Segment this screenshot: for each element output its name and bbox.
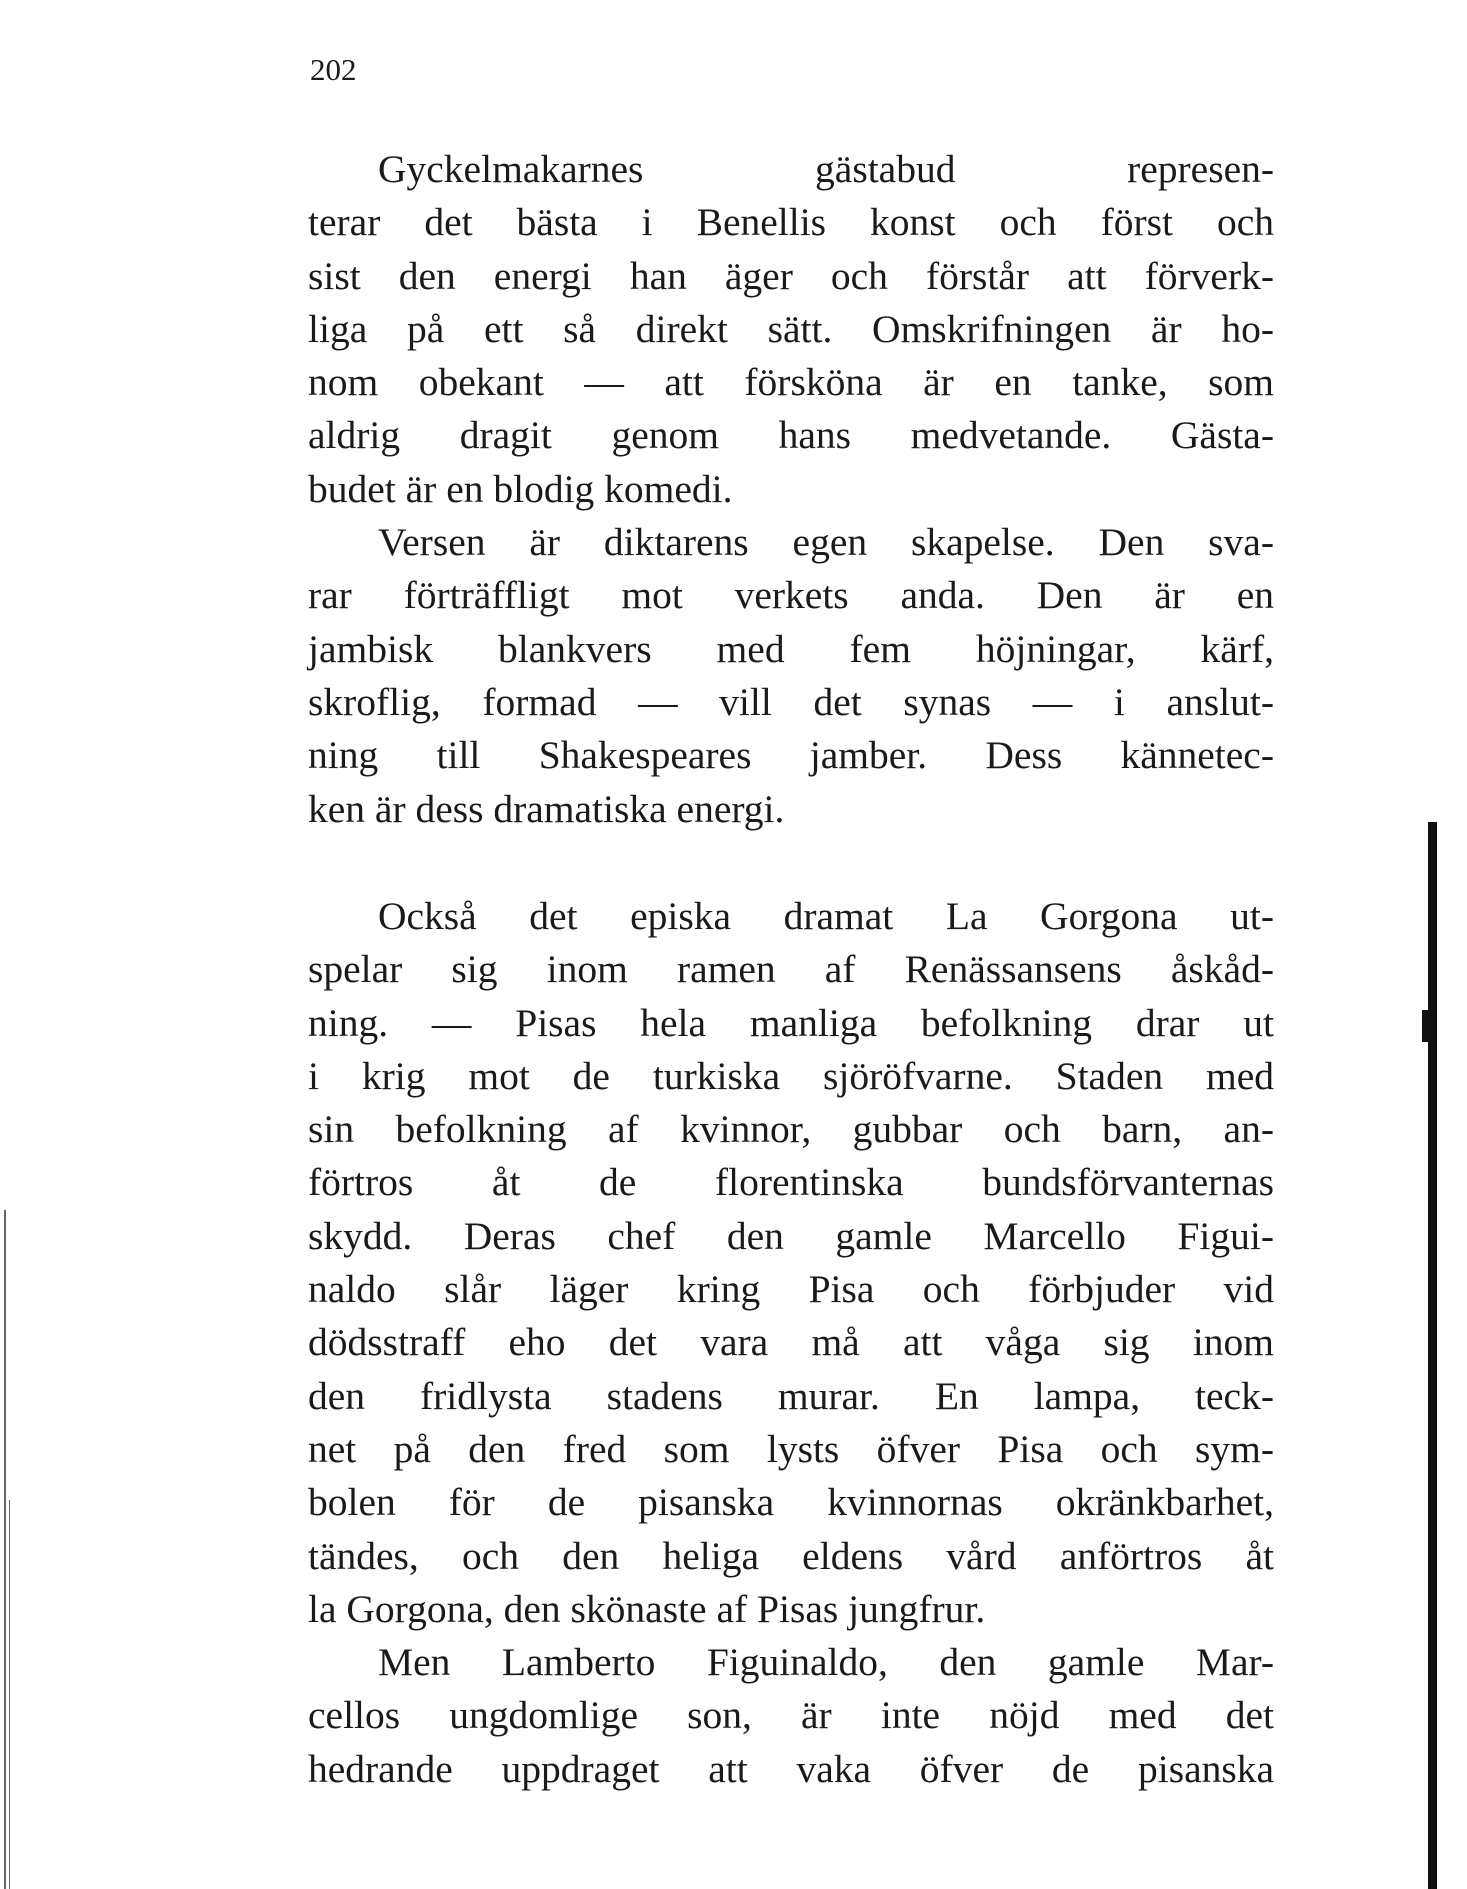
text-line: la Gorgona, den skönaste af Pisas jungfrur.: [308, 1586, 986, 1631]
text-line: förtros åt de florentinska bundsförvanternas: [308, 1160, 1274, 1205]
text-line: Gyckelmakarnes gästabud represen-: [378, 147, 1274, 191]
text-line: skydd. Deras chef den gamle Marcello Figui-: [308, 1213, 1274, 1258]
text-line: rar förträffligt mot verkets anda. Den är en: [308, 573, 1274, 618]
scan-edge-left: [4, 1210, 6, 1889]
paragraph-lamberto: [308, 1636, 1274, 1796]
text-line: Versen är diktarens egen skapelse. Den sva-: [378, 520, 1274, 565]
text-line: sist den energi han äger och förstår att förverk-: [308, 253, 1274, 298]
text-line: bolen för de pisanska kvinnornas okränkbarhet,: [308, 1480, 1274, 1525]
paragraph-la-gorgona: [308, 890, 1274, 1636]
text-line: cellos ungdomlige son, är inte nöjd med det: [308, 1693, 1274, 1738]
text-line: jambisk blankvers med fem höjningar, kärf,: [308, 626, 1274, 671]
scan-edge-left-inner: [9, 1500, 10, 1889]
text-line: ning till Shakespeares jamber. Dess kännetec-: [308, 733, 1274, 778]
text-line: naldo slår läger kring Pisa och förbjuder vid: [308, 1267, 1274, 1312]
text-line: dödsstraff eho det vara må att våga sig inom: [308, 1320, 1274, 1365]
paragraph-gastabud: [308, 143, 1274, 516]
text-section-2: [308, 890, 1274, 1796]
text-line: net på den fred som lysts öfver Pisa och sym-: [308, 1426, 1274, 1471]
text-line: hedrande uppdraget att vaka öfver de pisanska: [308, 1746, 1274, 1791]
text-line: budet är en blodig komedi.: [308, 466, 733, 511]
text-line: ken är dess dramatiska energi.: [308, 786, 785, 831]
text-line: den fridlysta stadens murar. En lampa, teck-: [308, 1373, 1274, 1418]
text-line: ning. — Pisas hela manliga befolkning drar ut: [308, 1000, 1274, 1045]
scan-edge-right: [1428, 822, 1437, 1889]
text-line: sin befolkning af kvinnor, gubbar och barn, an-: [308, 1107, 1274, 1152]
text-line: Också det episka dramat La Gorgona ut-: [378, 894, 1274, 938]
text-section-1: [308, 143, 1274, 836]
text-line: Men Lamberto Figuinaldo, den gamle Mar-: [378, 1640, 1274, 1685]
text-line: spelar sig inom ramen af Renässansens åskåd-: [308, 947, 1274, 992]
text-line: liga på ett så direkt sätt. Omskrifningen är ho-: [308, 306, 1274, 351]
paragraph-versen: [308, 516, 1274, 836]
text-line: skroflig, formad — vill det synas — i anslut-: [308, 679, 1274, 724]
text-line: i krig mot de turkiska sjöröfvarne. Staden med: [308, 1053, 1274, 1098]
text-line: aldrig dragit genom hans medvetande. Gästa-: [308, 413, 1274, 458]
text-line: terar det bästa i Benellis konst och först och: [308, 200, 1274, 245]
text-line: tändes, och den heliga eldens vård anförtros åt: [308, 1533, 1274, 1578]
scan-edge-right-notch: [1422, 1010, 1430, 1042]
page-number: 202: [310, 52, 357, 87]
text-line: nom obekant — att försköna är en tanke, som: [308, 360, 1274, 405]
